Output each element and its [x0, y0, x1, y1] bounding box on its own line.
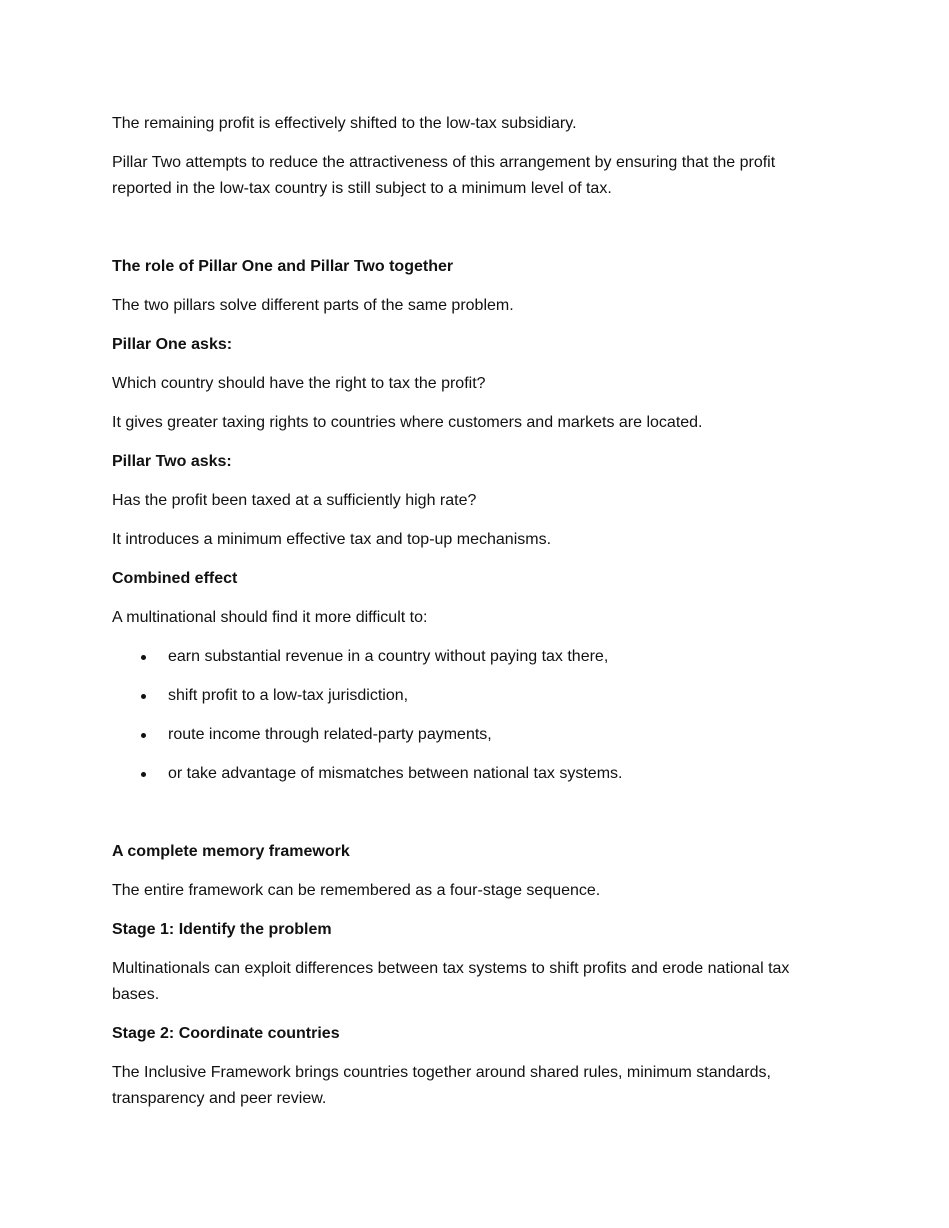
section-spacer [112, 215, 837, 254]
list-item-text: earn substantial revenue in a country without paying tax there, [168, 648, 609, 665]
bullet-icon [141, 772, 146, 777]
list-item-text: shift profit to a low-tax jurisdiction, [168, 687, 409, 704]
section-heading-framework: A complete memory framework [112, 843, 350, 860]
bullet-list [112, 644, 837, 787]
subheading-pillar-two: Pillar Two asks: [112, 453, 232, 470]
subheading-stage-2: Stage 2: Coordinate countries [112, 1025, 340, 1042]
list-item [112, 683, 837, 709]
paragraph-pillar-two-attempts: Pillar Two attempts to reduce the attractiveness of this arrangement by ensuring that the profit reported in the low-tax country is still subject to a minimum level of tax. [112, 154, 776, 197]
paragraph-combined-intro: A multinational should find it more difficult to: [112, 609, 428, 626]
paragraph-remaining-profit: The remaining profit is effectively shifted to the low-tax subsidiary. [112, 115, 577, 132]
paragraph-pillar-two-question: Has the profit been taxed at a sufficiently high rate? [112, 492, 477, 509]
list-item [112, 644, 837, 670]
bullet-icon [141, 694, 146, 699]
section-spacer [112, 800, 837, 839]
paragraph-pillar-one-answer: It gives greater taxing rights to countries where customers and markets are located. [112, 414, 703, 431]
paragraph-four-stage: The entire framework can be remembered as a four-stage sequence. [112, 882, 601, 899]
paragraph-pillar-one-question: Which country should have the right to tax the profit? [112, 375, 486, 392]
paragraph-stage-1: Multinationals can exploit differences between tax systems to shift profits and erode national tax bases. [112, 960, 790, 1003]
subheading-pillar-one: Pillar One asks: [112, 336, 233, 353]
list-item-text: route income through related-party payments, [168, 726, 492, 743]
list-item-text: or take advantage of mismatches between national tax systems. [168, 765, 623, 782]
list-item [112, 722, 837, 748]
list-item [112, 761, 837, 787]
section-heading-pillars: The role of Pillar One and Pillar Two together [112, 258, 454, 275]
document-page [112, 111, 837, 1125]
paragraph-two-pillars: The two pillars solve different parts of the same problem. [112, 297, 514, 314]
bullet-icon [141, 733, 146, 738]
paragraph-pillar-two-answer: It introduces a minimum effective tax and top-up mechanisms. [112, 531, 552, 548]
subheading-combined-effect: Combined effect [112, 570, 238, 587]
subheading-stage-1: Stage 1: Identify the problem [112, 921, 332, 938]
bullet-icon [141, 655, 146, 660]
paragraph-stage-2: The Inclusive Framework brings countries together around shared rules, minimum standards, transparency and peer review. [112, 1064, 771, 1107]
